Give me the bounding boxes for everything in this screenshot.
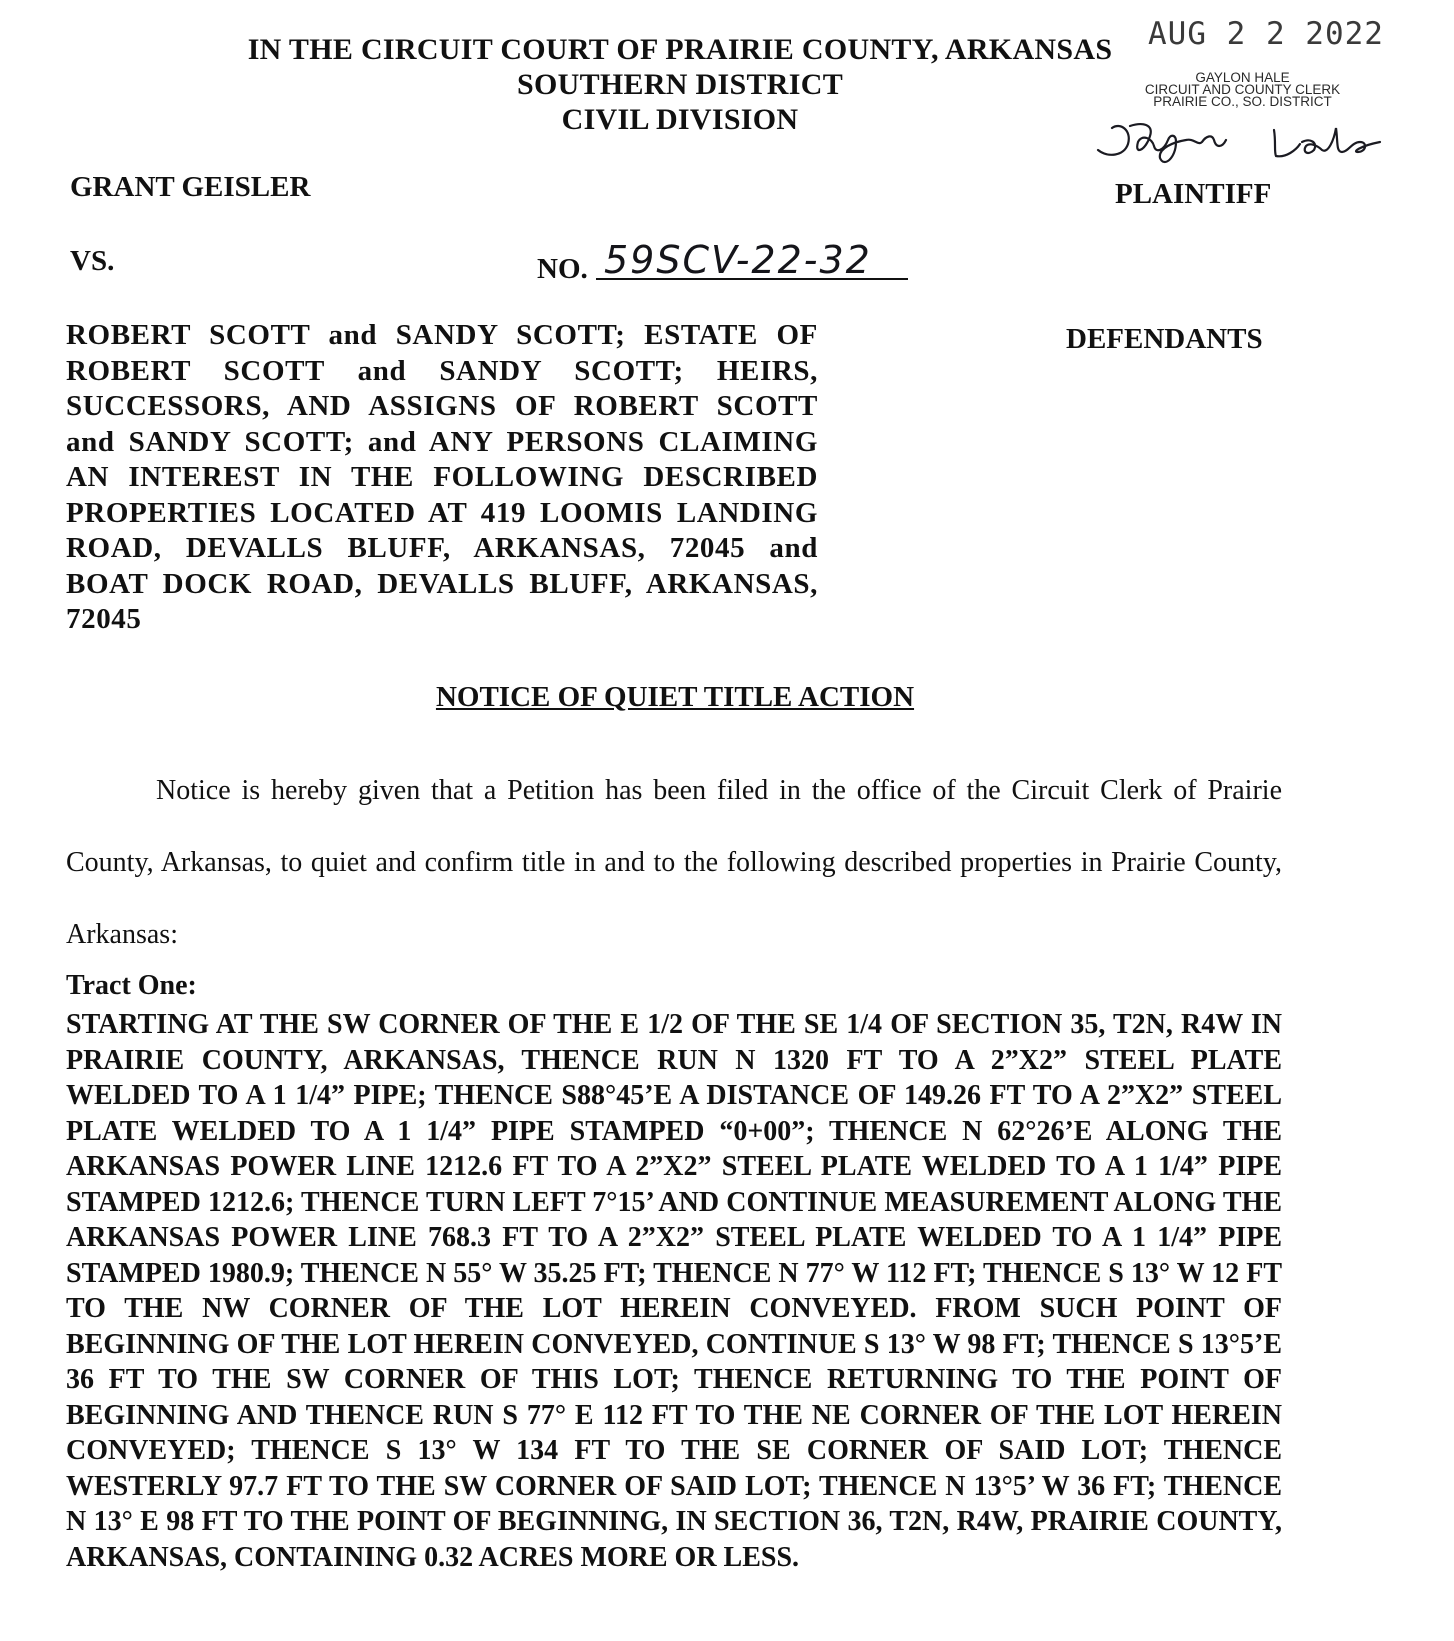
tract-one-label: Tract One:: [66, 970, 197, 1001]
tract-one-description: STARTING AT THE SW CORNER OF THE E 1/2 OF THE SE 1/4 OF SECTION 35, T2N, R4W IN PRAIRIE COUNTY, ARKANSAS, THENCE RUN N 1320 FT TO A 2”X2” STEEL PLATE WELDED TO A 1 1/4” PIPE; THENCE S88°45’E A DISTANCE OF 149.26 FT TO A 2”X2” STEEL PLATE WELDED TO A 1 1/4” PIPE STAMPED “0+00”; THENCE N 62°26’E ALONG THE ARKANSAS POWER LINE 1212.6 FT TO A 2”X2” STEEL PLATE WELDED TO A 1 1/4” PIPE STAMPED 1212.6; THENCE TURN LEFT 7°15’ AND CONTINUE MEASUREMENT ALONG THE ARKANSAS POWER LINE 768.3 FT TO A 2”X2” STEEL PLATE WELDED TO A 1 1/4” PIPE STAMPED 1980.9; THENCE N 55° W 35.25 FT; THENCE N 77° W 112 FT; THENCE S 13° W 12 FT TO THE NW CORNER OF THE LOT HEREIN CONVEYED. FROM SUCH POINT OF BEGINNING OF THE LOT HEREIN CONVEYED, CONTINUE S 13° W 98 FT; THENCE S 13°5’E 36 FT TO THE SW CORNER OF THIS LOT; THENCE RETURNING TO THE POINT OF BEGINNING AND THENCE RUN S 77° E 112 FT TO THE NE CORNER OF THE LOT HEREIN CONVEYED; THENCE S 13° W 134 FT TO THE SE CORNER OF SAID LOT; THENCE WESTERLY 97.7 FT TO THE SW CORNER OF SAID LOT; THENCE N 13°5’ W 36 FT; THENCE N 13° E 98 FT TO THE POINT OF BEGINNING, IN SECTION 36, T2N, R4W, PRAIRIE COUNTY, ARKANSAS, CONTAINING 0.32 ACRES MORE OR LESS.: [66, 1009, 1282, 1573]
filed-stamp: [1115, 72, 1370, 108]
stamp-clerk-office: CIRCUIT AND COUNTY CLERK: [1144, 82, 1341, 97]
filed-stamp-date: AUG 2 2 2022: [1148, 16, 1384, 52]
plaintiff-name: GRANT GEISLER: [70, 171, 311, 203]
case-number-line: [596, 278, 908, 280]
versus-label: VS.: [70, 245, 115, 277]
notice-body-text: Notice is hereby given that a Petition has been filed in the office of the Circuit Clerk of Prairie County, Arkansas, to quiet and confirm title in and to the following described properties in Prairie County, Arkansas:: [66, 775, 1282, 950]
plaintiff-label: PLAINTIFF: [1115, 178, 1272, 210]
clerk-signature: [1090, 112, 1430, 172]
court-name: IN THE CIRCUIT COURT OF PRAIRIE COUNTY, ARKANSAS: [247, 33, 1113, 66]
stamp-district: PRAIRIE CO., SO. DISTRICT: [1153, 94, 1332, 109]
defendants-list: ROBERT SCOTT and SANDY SCOTT; ESTATE OF ROBERT SCOTT and SANDY SCOTT; HEIRS, SUCCESSORS, AND ASSIGNS OF ROBERT SCOTT and SANDY SCOTT; and ANY PERSONS CLAIMING AN INTEREST IN THE FOLLOWING DESCRIBED PROPERTIES LOCATED AT 419 LOOMIS LANDING ROAD, DEVALLS BLUFF, ARKANSAS, 72045 and BOAT DOCK ROAD, DEVALLS BLUFF, ARKANSAS, 72045: [66, 319, 818, 635]
stamp-clerk-name: GAYLON HALE: [1195, 70, 1290, 85]
defendants-label: DEFENDANTS: [1066, 323, 1263, 355]
court-district: SOUTHERN DISTRICT: [516, 68, 844, 101]
case-number-value: 59SCV-22-32: [604, 238, 872, 282]
notice-body: [66, 755, 1282, 971]
notice-title: NOTICE OF QUIET TITLE ACTION: [435, 681, 915, 713]
case-number-label: NO.: [537, 253, 588, 285]
court-division: CIVIL DIVISION: [561, 103, 799, 136]
